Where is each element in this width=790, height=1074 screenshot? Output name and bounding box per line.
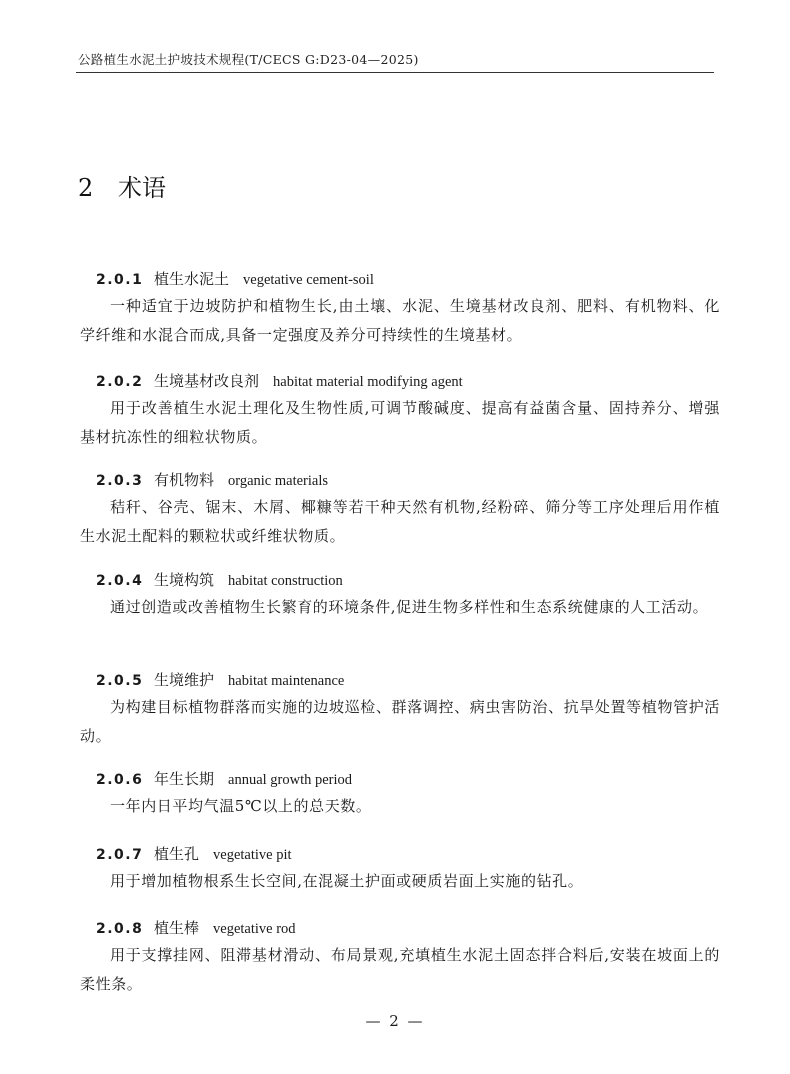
chapter-number: 2 xyxy=(78,174,94,202)
term-heading xyxy=(96,768,352,789)
term-definition: 为构建目标植物群落而实施的边坡巡检、群落调控、病虫害防治、抗旱处置等植物管护活动。 xyxy=(80,698,720,745)
term-number: 2.0.6 xyxy=(96,772,144,788)
term-heading xyxy=(96,268,374,289)
term-name-zh: 有机物料 xyxy=(154,471,215,489)
term-heading xyxy=(96,569,343,590)
term-name-en: habitat construction xyxy=(228,573,343,589)
term-definition: 用于支撑挂网、阻滞基材滑动、布局景观,充填植生水泥土固态拌合料后,安装在坡面上的柔性条。 xyxy=(80,946,720,993)
term-name-zh: 生境维护 xyxy=(154,671,215,689)
term-name-zh: 生境基材改良剂 xyxy=(154,372,260,390)
term-number: 2.0.5 xyxy=(96,673,144,689)
term-heading xyxy=(96,669,344,690)
term-name-zh: 植生水泥土 xyxy=(154,270,230,288)
header-rule xyxy=(76,72,714,73)
term-name-en: vegetative rod xyxy=(213,921,296,937)
term-number: 2.0.1 xyxy=(96,272,144,288)
term-heading xyxy=(96,469,328,490)
term-name-zh: 年生长期 xyxy=(154,770,215,788)
term-name-en: habitat material modifying agent xyxy=(273,374,463,390)
term-name-en: vegetative pit xyxy=(213,847,292,863)
term-definition: 秸秆、谷壳、锯末、木屑、椰糠等若干种天然有机物,经粉碎、筛分等工序处理后用作植生水泥土配料的颗粒状或纤维状物质。 xyxy=(80,498,720,545)
term-number: 2.0.7 xyxy=(96,847,144,863)
term-name-zh: 植生孔 xyxy=(154,845,200,863)
term-number: 2.0.4 xyxy=(96,573,144,589)
term-definition: 用于增加植物根系生长空间,在混凝土护面或硬质岩面上实施的钻孔。 xyxy=(110,872,584,890)
term-number: 2.0.2 xyxy=(96,374,144,390)
term-name-en: annual growth period xyxy=(228,772,353,788)
term-name-en: habitat maintenance xyxy=(228,673,345,689)
term-name-zh: 植生棒 xyxy=(154,919,200,937)
term-heading xyxy=(96,843,292,864)
term-name-en: organic materials xyxy=(228,473,329,489)
term-heading xyxy=(96,370,463,391)
term-number: 2.0.3 xyxy=(96,473,144,489)
page-number: — 2 — xyxy=(365,1012,425,1030)
term-number: 2.0.8 xyxy=(96,921,144,937)
term-heading xyxy=(96,917,296,938)
term-definition: 用于改善植生水泥土理化及生物性质,可调节酸碱度、提高有益菌含量、固持养分、增强基材抗冻性的细粒状物质。 xyxy=(80,399,720,446)
term-definition: 通过创造或改善植物生长繁育的环境条件,促进生物多样性和生态系统健康的人工活动。 xyxy=(110,598,709,616)
term-name-zh: 生境构筑 xyxy=(154,571,215,589)
term-definition: 一年内日平均气温5℃以上的总天数。 xyxy=(110,797,372,815)
running-header: 公路植生水泥土护坡技术规程(T/CECS G:D23-04—2025) xyxy=(78,52,419,67)
term-name-en: vegetative cement-soil xyxy=(243,272,374,288)
term-definition: 一种适宜于边坡防护和植物生长,由土壤、水泥、生境基材改良剂、肥料、有机物料、化学纤维和水混合而成,具备一定强度及养分可持续性的生境基材。 xyxy=(80,297,720,344)
chapter-title xyxy=(78,168,166,203)
chapter-name: 术语 xyxy=(118,174,166,202)
